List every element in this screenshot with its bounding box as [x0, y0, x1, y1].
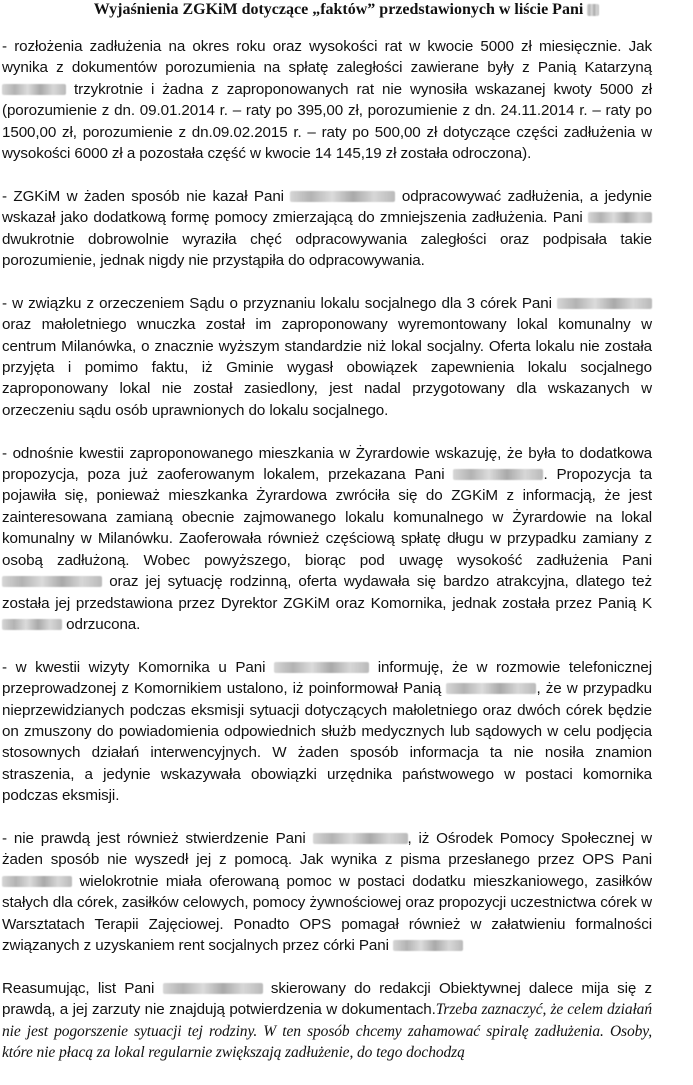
paragraph-installments — [2, 36, 652, 164]
paragraph-social-housing — [2, 293, 652, 421]
redacted-name — [2, 84, 66, 95]
italic-text-run: Trzeba zaznaczyć, że celem działań nie jest pogorszenie sytuacji tej rodziny. W ten sposób chcemy zahamować spiralę zadłużenia. Osoby, które nie płacą za lokal regularnie zwiększają zadłużenie, do tego dochodzą — [2, 1001, 652, 1061]
text-run: , iż Ośrodek Pomocy Społecznej w żaden sposób nie wyszedł jej z pomocą. Jak wynika z pisma przesłanego przez OPS Pani — [2, 829, 652, 869]
paragraph-bailiff-visit — [2, 657, 652, 807]
text-run: - odnośnie kwestii zaproponowanego mieszkania w Żyrardowie wskazuję, że była to dodatkowa propozycja, poza już zaoferowanym lokalem, przekazana Pani — [2, 444, 652, 484]
paragraph-summary — [2, 978, 652, 1064]
text-run: skierowany do redakcji Obiektywnej dalece mija się z prawdą, a jej zarzuty nie znajdują potwierdzenia w dokumentach. — [2, 979, 652, 1019]
redacted-name — [446, 683, 536, 694]
text-run: odpracowywać zadłużenia, a jedynie wskazał jako dodatkową formę pomocy zmierzającą do zmniejszenia zadłużenia. Pani — [2, 187, 653, 227]
text-run: - w kwestii wizyty Komornika u Pani — [2, 658, 266, 676]
text-run: oraz małoletniego wnuczka został im zaproponowany wyremontowany lokal komunalny w centrum Milanówka, o znacznie wyższym standardzie niż lokal socjalny. Oferta lokalu nie została przyjęta i pomimo faktu, iż Gminie wygasł obowiązek zapewnienia lokalu socjalnego zaproponowany lokal nie został zasiedlony, jest nadal przygotowany dla wskazanych w orzeczeniu sądu osób uprawnionych do lokalu socjalnego. — [2, 316, 652, 419]
redacted-name — [453, 469, 543, 480]
redacted-name — [163, 983, 263, 994]
redacted-name — [2, 619, 62, 630]
text-run: informuję, że w rozmowie telefonicznej przeprowadzonej z Komornikiem ustalono, iż poinformował Panią — [2, 658, 652, 698]
text-run: - rozłożenia zadłużenia na okres roku oraz wysokości rat w kwocie 5000 zł miesięcznie. Jak wynika z dokumentów porozumienia na spłatę zaległości zawierane były z Panią Katarzyną — [2, 38, 652, 77]
text-run: . Propozycja ta pojawiła się, ponieważ mieszkanka Żyrardowa zwróciła się do ZGKiM z informacją, że jest zainteresowana zamianą obecnie zajmowanego lokalu komunalnego w Żyrardowie na lokal komunalny w Milanówku. Zaoferowała również częściową spłatę długu w przypadku zamiany z osobą zadłużoną. Wobec powyższego, biorąc pod uwagę wysokość zadłużenia Pani — [2, 466, 652, 569]
text-run: - ZGKiM w żaden sposób nie kazał Pani — [2, 187, 284, 205]
redacted-name — [393, 940, 463, 951]
redacted-name — [557, 298, 652, 309]
redacted-name — [588, 212, 652, 223]
text-run: - w związku z orzeczeniem Sądu o przyznaniu lokalu socjalnego dla 3 córek Pani — [2, 294, 552, 312]
text-run: trzykrotnie i żadna z zaproponowanych rat nie wynosiła wskazanej kwoty 5000 zł (porozumienie z dn. 09.01.2014 r. – raty po 395,00 zł, porozumienie z dn. 24.11.2014 r. – raty po 1500,00 zł, porozumienie z dn.09.02.2015 r. – raty po 500,00 zł dotyczące części zadłużenia w wysokości 6000 zł a pozostała część w kwocie 14 145,19 zł została odroczona). — [2, 80, 652, 163]
redacted-name — [274, 662, 369, 673]
redacted-name — [587, 4, 599, 16]
document-body — [2, 36, 652, 1085]
text-run: Reasumując, list Pani — [2, 979, 155, 997]
redacted-name — [2, 876, 72, 887]
text-run: wielokrotnie miała oferowaną pomoc w postaci dodatku mieszkaniowego, zasiłków stałych dla córek, zasiłków celowych, pomocy żywnościowej oraz propozycji uczestnictwa córek w Warsztatach Terapii Zajęciowej. Ponadto OPS pomagał również w załatwieniu formalności związanych z uzyskaniem rent socjalnych przez córki Pani — [2, 872, 652, 954]
text-run: , że w przypadku nieprzewidzianych podczas eksmisji sytuacji dotyczących małoletniego oraz dwóch córek będzie on zmuszony do powiadomienia odpowiednich służb medycznych lub sądowych w celu podjęcia stosownych działań interwencyjnych. W żaden sposób informacja ta nie nosiła znamion straszenia, a jedynie wskazywała obowiązki urzędnika państwowego w postaci komornika podczas eksmisji. — [2, 680, 653, 805]
paragraph-social-assistance — [2, 828, 652, 956]
text-run: dwukrotnie dobrowolnie wyraziła chęć odpracowywania zaległości oraz podpisała takie porozumienie, jednak nigdy nie przystąpiła do odpracowywania. — [2, 230, 652, 270]
text-run: - nie prawdą jest również stwierdzenie Pani — [2, 829, 306, 847]
paragraph-zyrardow-offer — [2, 443, 652, 636]
title-text: Wyjaśnienia ZGKiM dotyczące „faktów” przedstawionych w liście Pani — [93, 1, 584, 18]
redacted-name — [2, 576, 102, 587]
document-title — [0, 0, 693, 20]
text-run: odrzucona. — [66, 615, 141, 633]
text-run: oraz jej sytuację rodzinną, oferta wydawała się bardzo atrakcyjna, dlatego też została jej przedstawiona przez Dyrektor ZGKiM oraz Komornika, jednak została przez Panią K — [2, 573, 653, 612]
redacted-name — [313, 833, 408, 844]
redacted-name — [290, 191, 395, 202]
paragraph-work-off-debt — [2, 186, 652, 272]
